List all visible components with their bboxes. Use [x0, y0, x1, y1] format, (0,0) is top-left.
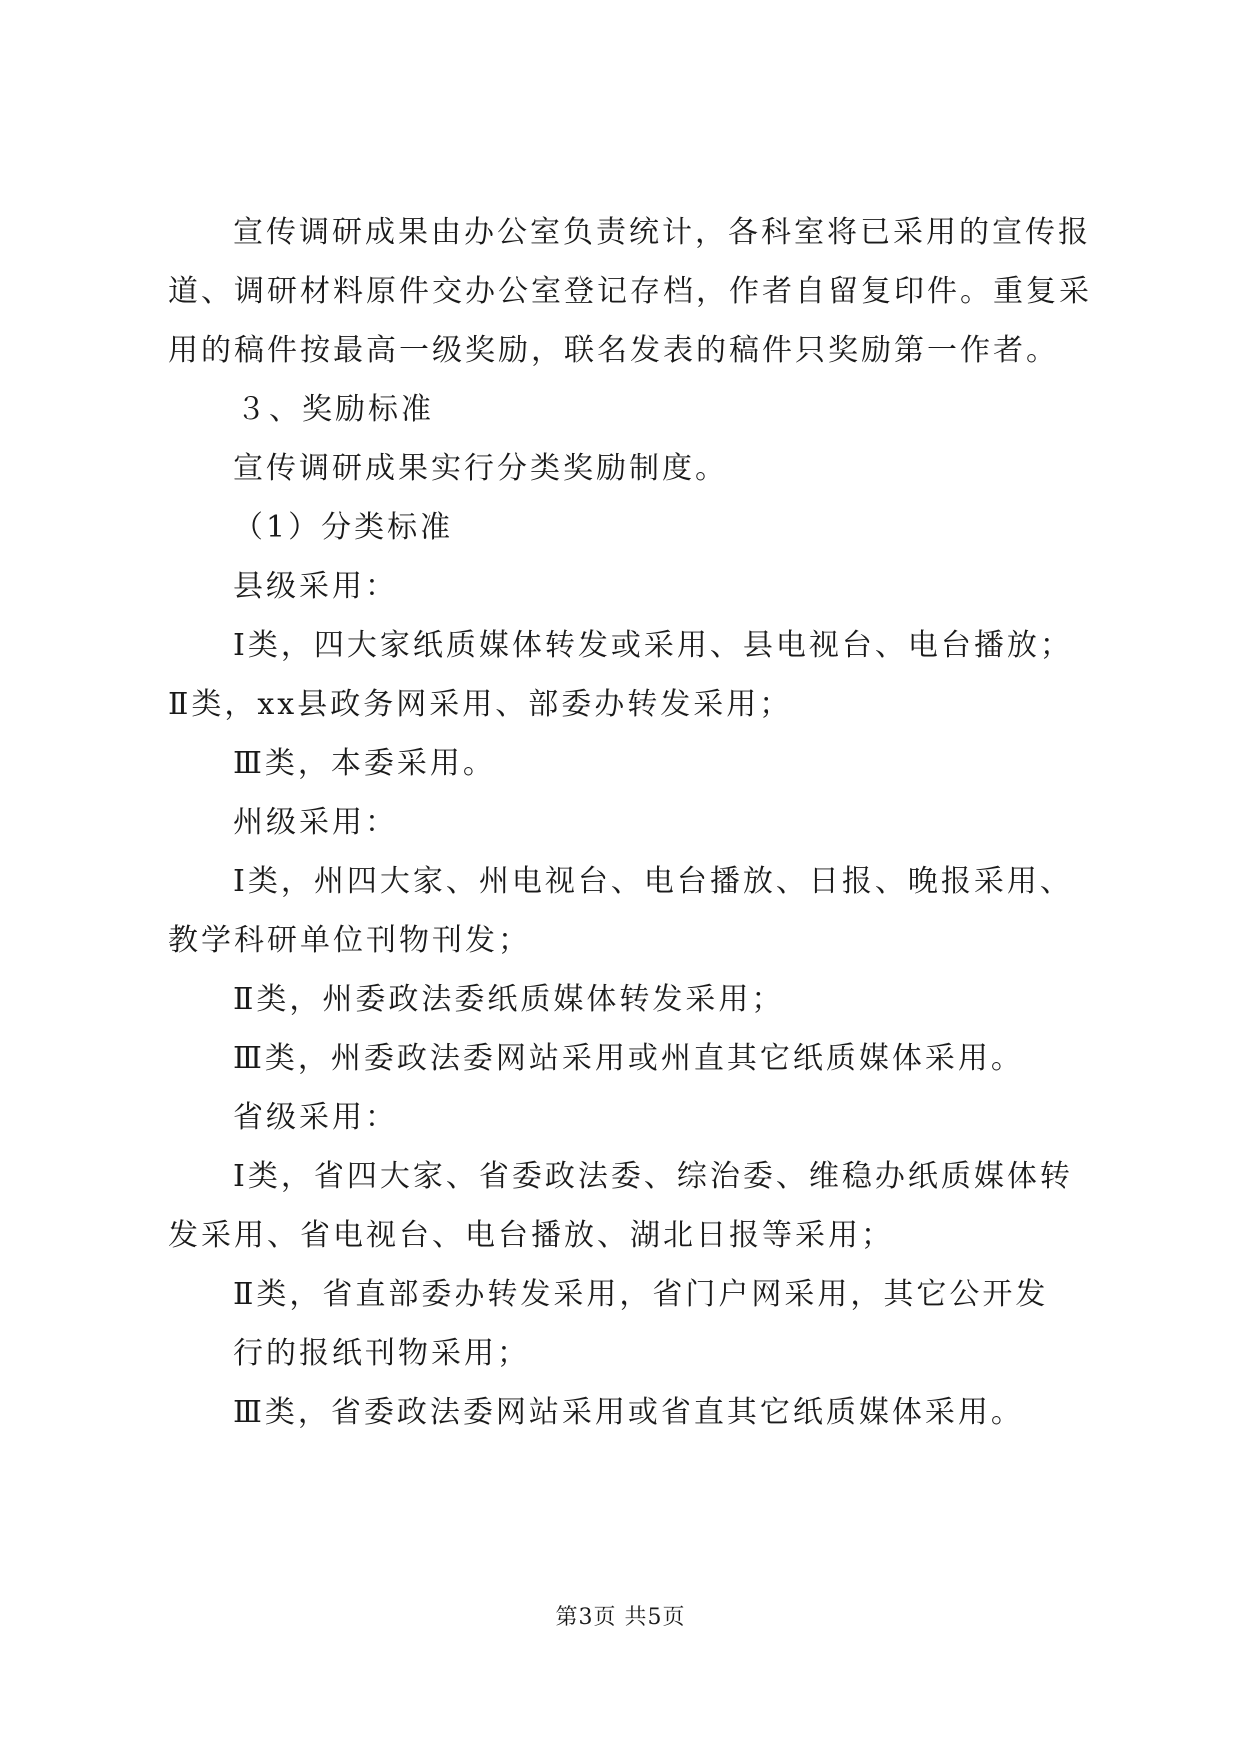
paragraph-line: Ⅲ类，省委政法委网站采用或省直其它纸质媒体采用。	[233, 1395, 1024, 1430]
paragraph-line: 宣传调研成果实行分类奖励制度。	[233, 451, 728, 486]
paragraph-line: 发采用、省电视台、电台播放、湖北日报等采用；	[168, 1218, 894, 1253]
paragraph-line: Ⅱ类，xx县政务网采用、部委办转发采用；	[168, 687, 793, 722]
paragraph-line: 道、调研材料原件交办公室登记存档，作者自留复印件。重复采	[168, 274, 1092, 309]
paragraph-line: Ⅱ类，省直部委办转发采用，省门户网采用，其它公开发	[233, 1277, 1049, 1312]
section-heading: ３、奖励标准	[236, 392, 434, 427]
page-number-footer: 第3页 共5页	[555, 1605, 686, 1630]
paragraph-line: Ⅲ类，本委采用。	[233, 746, 496, 781]
subsection-heading: （1）分类标准	[233, 510, 454, 545]
paragraph-line: 教学科研单位刊物刊发；	[168, 923, 531, 958]
paragraph-line: 用的稿件按最高一级奖励，联名发表的稿件只奖励第一作者。	[168, 333, 1059, 368]
paragraph-line: 宣传调研成果由办公室负责统计，各科室将已采用的宣传报	[233, 215, 1091, 250]
paragraph-line: Ⅲ类，州委政法委网站采用或州直其它纸质媒体采用。	[233, 1041, 1024, 1076]
category-heading: 州级采用：	[233, 805, 398, 840]
paragraph-line: Ⅰ类，州四大家、州电视台、电台播放、日报、晚报采用、	[233, 864, 1073, 899]
category-heading: 县级采用：	[233, 569, 398, 604]
paragraph-line: 行的报纸刊物采用；	[233, 1336, 530, 1371]
paragraph-line: Ⅰ类，省四大家、省委政法委、综治委、维稳办纸质媒体转	[233, 1159, 1073, 1194]
paragraph-line: Ⅱ类，州委政法委纸质媒体转发采用；	[233, 982, 785, 1017]
paragraph-line: Ⅰ类，四大家纸质媒体转发或采用、县电视台、电台播放；	[233, 628, 1073, 663]
category-heading: 省级采用：	[233, 1100, 398, 1135]
